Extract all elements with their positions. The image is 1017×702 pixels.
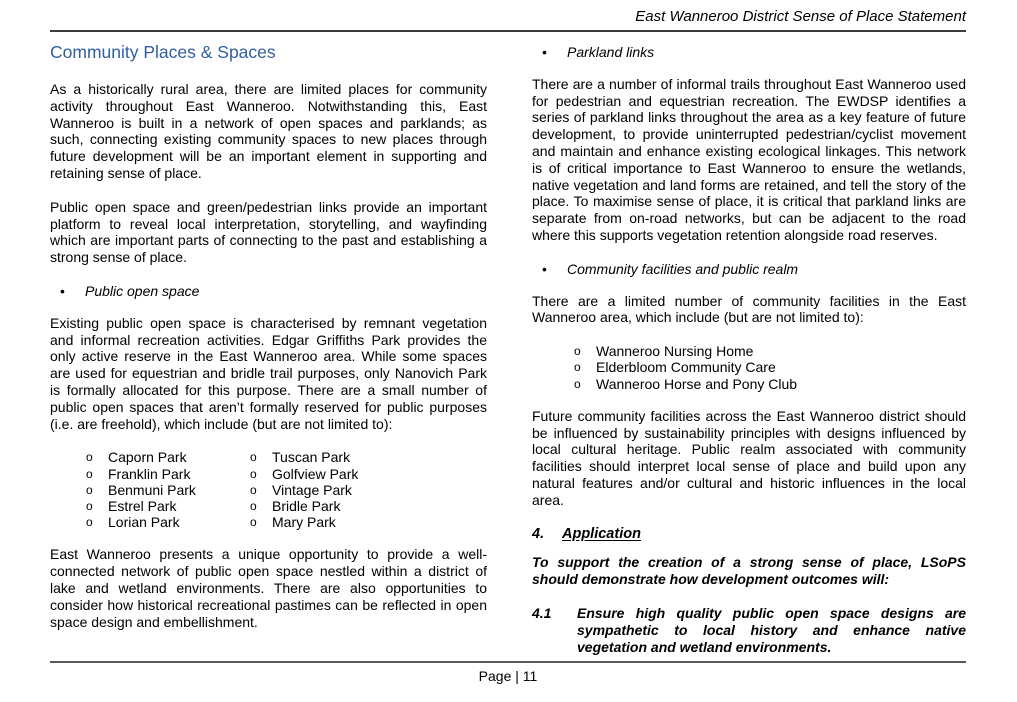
circle-bullet-icon xyxy=(574,376,596,392)
circle-bullet-icon xyxy=(86,466,108,482)
circle-bullet-icon xyxy=(86,498,108,514)
facility-name: Elderbloom Community Care xyxy=(596,359,776,376)
park-name: Bridle Park xyxy=(272,497,341,514)
facility-name: Wanneroo Horse and Pony Club xyxy=(596,375,798,392)
list-item xyxy=(50,514,250,530)
bullet-icon xyxy=(542,44,567,61)
list-item xyxy=(532,376,966,392)
page-number: Page | 11 xyxy=(478,668,538,684)
circle-bullet-icon xyxy=(250,449,272,465)
circle-bullet-icon xyxy=(86,482,108,498)
circle-bullet-icon xyxy=(250,466,272,482)
page-header xyxy=(50,8,966,32)
list-item xyxy=(250,482,450,498)
section-title-application: Application xyxy=(562,525,641,542)
list-item xyxy=(250,449,450,465)
parks-list xyxy=(50,449,487,530)
park-name: Golfview Park xyxy=(272,465,359,482)
park-name: Lorian Park xyxy=(108,514,180,531)
park-name: Estrel Park xyxy=(108,497,177,514)
application-section-heading xyxy=(532,526,966,543)
facility-name: Wanneroo Nursing Home xyxy=(596,343,754,360)
circle-bullet-icon xyxy=(574,359,596,375)
application-intro: To support the creation of a strong sense of place, LSoPS should demonstrate how development outcomes will: xyxy=(532,554,966,588)
circle-bullet-icon xyxy=(250,514,272,530)
list-item xyxy=(50,466,250,482)
list-item xyxy=(50,449,250,465)
paragraph-unique-opportunity: East Wanneroo presents a unique opportunity to provide a well-connected network of public open space nestled within a district of lake and wetland environments. There are also opportunities to consider how historical recreational pastimes can be reflected in open space design and embellishment. xyxy=(50,546,487,630)
two-column-body xyxy=(50,40,966,672)
list-item xyxy=(532,359,966,375)
application-item-4-1 xyxy=(532,605,966,655)
paragraph-existing-open-space: Existing public open space is characterised by remnant vegetation and informal recreation activities. Edgar Griffiths Park provides the only active reserve in the East Wanneroo area. While some spaces are used for equestrian and bridle trail purposes, only Nanovich Park is formally allocated for this purpose. There are a small number of public open spaces that aren’t formally reserved for public purposes (i.e. are freehold), which include (but are not limited to): xyxy=(50,314,487,432)
bullet-item-parkland-links xyxy=(532,44,966,61)
park-name: Benmuni Park xyxy=(108,481,196,498)
park-name: Mary Park xyxy=(272,514,336,531)
facilities-list xyxy=(532,343,966,392)
list-item xyxy=(250,514,450,530)
list-item xyxy=(532,343,966,359)
left-column xyxy=(50,40,487,672)
bullet-icon xyxy=(542,261,567,278)
paragraph-public-open-space-links: Public open space and green/pedestrian links provide an important platform to reveal local interpretation, storytelling, and wayfinding which are important parts of connecting to the past and establishing a strong sense of place. xyxy=(50,198,487,266)
list-item xyxy=(50,482,250,498)
park-name: Franklin Park xyxy=(108,465,191,482)
list-item xyxy=(250,466,450,482)
bullet-label: Community facilities and public realm xyxy=(567,260,799,277)
page-footer xyxy=(50,661,966,684)
bullet-item-public-open-space xyxy=(50,283,487,300)
park-name: Vintage Park xyxy=(272,481,352,498)
circle-bullet-icon xyxy=(250,498,272,514)
list-item xyxy=(250,498,450,514)
bullet-label: Parkland links xyxy=(567,44,655,60)
right-column xyxy=(532,40,966,672)
park-name: Tuscan Park xyxy=(272,449,351,466)
circle-bullet-icon xyxy=(250,482,272,498)
clause-text: Ensure high quality public open space designs are sympathetic to local history and enhance native vegetation and wetland environments. xyxy=(577,604,966,655)
section-number: 4. xyxy=(532,525,545,542)
clause-number: 4.1 xyxy=(532,604,552,621)
circle-bullet-icon xyxy=(574,343,596,359)
park-name: Caporn Park xyxy=(108,449,187,466)
paragraph-community-facilities: There are a limited number of community facilities in the East Wanneroo area, which include (but are not limited to): xyxy=(532,292,966,326)
parks-list-column-1 xyxy=(50,449,250,530)
paragraph-parkland-links: There are a number of informal trails throughout East Wanneroo used for pedestrian and equestrian recreation. The EWDSP identifies a series of parkland links throughout the area as a key feature of future development, to provide uninterrupted pedestrian/cyclist movement and maintain and enhance existing ecological linkages. This network is of critical importance to East Wanneroo to ensure the wetlands, native vegetation and land forms are retained, and tell the story of the place. To maximise sense of place, it is critical that parkland links are separate from on-road networks, but can be adjacent to the road where this supports vegetation retention alongside road reserves. xyxy=(532,75,966,243)
circle-bullet-icon xyxy=(86,514,108,530)
paragraph-community-intro: As a historically rural area, there are limited places for community activity throughout East Wanneroo. Notwithstanding this, East Wanneroo is built in a network of open spaces and parklands; as such, connecting existing community spaces to new places through future development will be an important element in supporting and retaining sense of place. xyxy=(50,81,487,181)
section-heading-community-places: Community Places & Spaces xyxy=(50,42,276,62)
header-title: East Wanneroo District Sense of Place Statement xyxy=(635,8,966,25)
bullet-label: Public open space xyxy=(85,282,200,299)
bullet-item-community-facilities xyxy=(532,261,966,278)
circle-bullet-icon xyxy=(86,449,108,465)
bullet-icon xyxy=(60,283,85,300)
parks-list-column-2 xyxy=(250,449,450,530)
paragraph-future-facilities: Future community facilities across the East Wanneroo district should be influenced by sustainability principles with designs influenced by local cultural heritage. Public realm associated with community facilities should interpret local sense of place and build upon any natural features and/or cultural and historic influences in the local area. xyxy=(532,407,966,508)
list-item xyxy=(50,498,250,514)
